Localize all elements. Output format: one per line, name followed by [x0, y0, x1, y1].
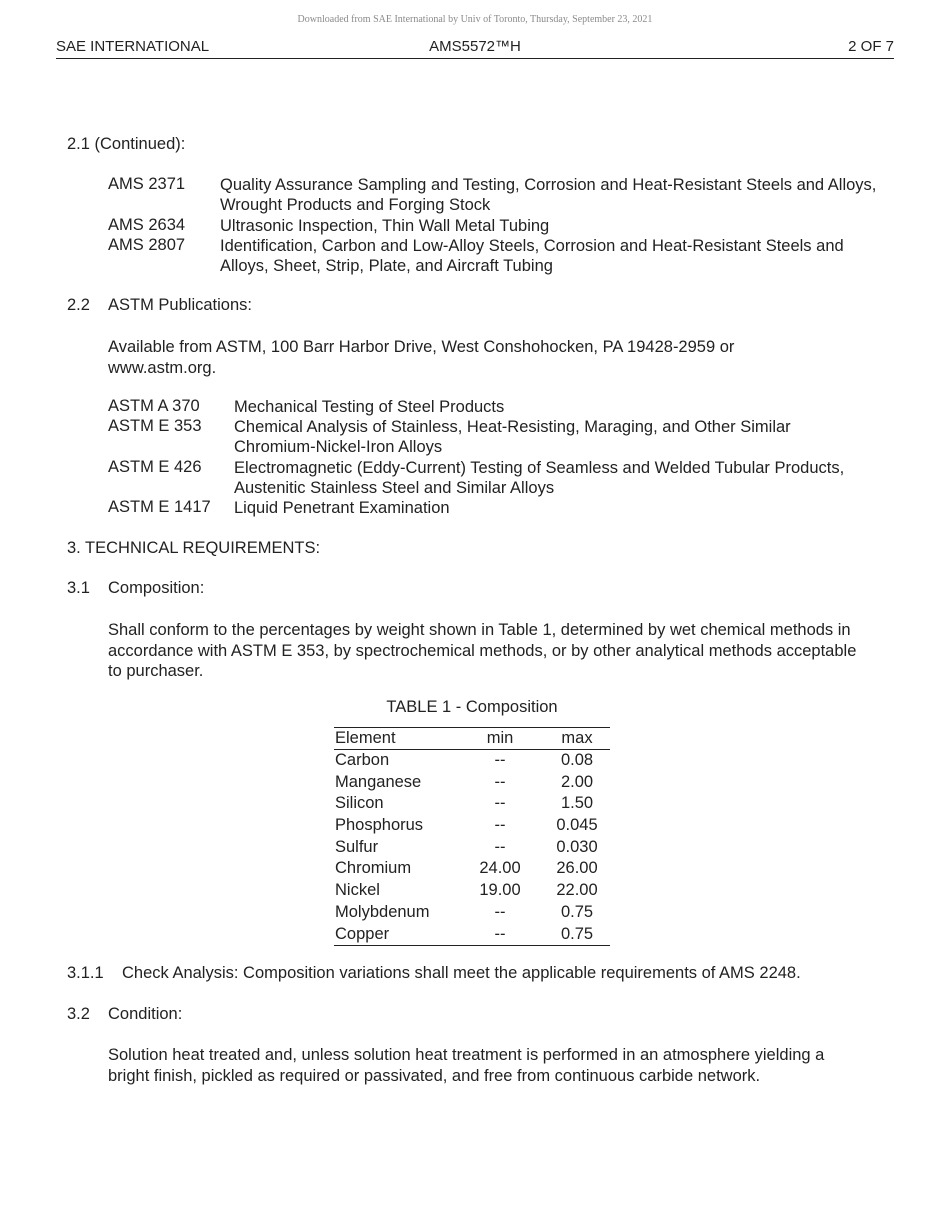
section-3-1-title: Composition:: [108, 579, 205, 597]
section-2-2-title: ASTM Publications:: [108, 296, 252, 314]
ref-code: AMS 2807: [108, 236, 186, 254]
section-3-2-title: Condition:: [108, 1005, 183, 1023]
table-row: [334, 880, 610, 902]
table-cell: Phosphorus: [335, 816, 424, 835]
condition-text: Solution heat treated and, unless solution heat treatment is performed in an atmosphere yielding a bright finish, pickled as required or passivated, and free from continuous carbide network.: [108, 1046, 825, 1085]
astm-availability: Available from ASTM, 100 Barr Harbor Drive, West Conshohocken, PA 19428-2959 or www.astm.org.: [108, 338, 735, 377]
table-row: [334, 902, 610, 924]
section-3-2-number: 3.2: [67, 1005, 90, 1023]
table-row: [334, 750, 610, 772]
table-cell: 1.50: [560, 794, 594, 813]
check-analysis-text: Check Analysis: Composition variations shall meet the applicable requirements of AMS 2248.: [122, 964, 801, 982]
table-cell: --: [494, 902, 506, 921]
ref-code: ASTM E 1417: [108, 498, 211, 516]
section-3-1-number: 3.1: [67, 579, 90, 597]
header-page-number: 2 OF 7: [848, 38, 894, 55]
table-cell: Molybdenum: [335, 902, 430, 921]
table-cell: --: [494, 794, 506, 813]
section-3-heading: 3. TECHNICAL REQUIREMENTS:: [67, 539, 321, 557]
ref-description: Quality Assurance Sampling and Testing, Corrosion and Heat-Resistant Steels and Alloys, Wrought Products and Forging Stock: [220, 176, 877, 214]
ref-description: Liquid Penetrant Examination: [234, 499, 450, 517]
table-cell: Chromium: [335, 859, 412, 878]
table-cell: Copper: [335, 924, 390, 943]
composition-table: [334, 727, 610, 946]
table-row: [334, 924, 610, 946]
table-cell: --: [494, 924, 506, 943]
table-cell: Nickel: [335, 881, 380, 900]
table-row: [334, 858, 610, 880]
ref-description: Identification, Carbon and Low-Alloy Steels, Corrosion and Heat-Resistant Steels and Alloys, Sheet, Strip, Plate, and Aircraft Tubing: [220, 237, 844, 275]
table-header-row: [334, 728, 610, 750]
ref-code: ASTM E 426: [108, 458, 202, 476]
table-cell: 22.00: [556, 881, 598, 900]
table-cell: --: [494, 772, 506, 791]
table-cell: 0.75: [560, 902, 594, 921]
section-3-1-1-number: 3.1.1: [67, 964, 104, 982]
header-org: SAE INTERNATIONAL: [56, 38, 210, 55]
table-header-cell: max: [561, 729, 593, 747]
composition-text: Shall conform to the percentages by weight shown in Table 1, determined by wet chemical methods in accordance with ASTM E 353, by spectrochemical methods, or by other analytical methods acceptable to purchaser.: [108, 621, 857, 680]
table-caption: TABLE 1 - Composition: [386, 698, 558, 716]
table-row: [334, 772, 610, 794]
table-cell: --: [494, 816, 506, 835]
table-cell: --: [494, 837, 506, 856]
header-doc-number: AMS5572™H: [429, 38, 521, 55]
table-header-cell: Element: [335, 729, 396, 747]
table-cell: 0.045: [556, 816, 598, 835]
table-cell: 19.00: [479, 881, 521, 900]
page-header: [56, 38, 894, 59]
ref-description: Chemical Analysis of Stainless, Heat-Resisting, Maraging, and Other Similar Chromium-Nickel-Iron Alloys: [234, 418, 791, 456]
ref-code: ASTM A 370: [108, 397, 200, 415]
section-2-2-number: 2.2: [67, 296, 90, 314]
table-cell: Manganese: [335, 772, 422, 791]
download-notice: Downloaded from SAE International by Univ of Toronto, Thursday, September 23, 2021: [297, 14, 653, 25]
table-cell: 0.08: [560, 751, 594, 769]
table-cell: 2.00: [560, 772, 594, 791]
section-2-1-heading: 2.1 (Continued):: [67, 135, 186, 153]
table-cell: 26.00: [556, 859, 598, 878]
table-cell: 24.00: [479, 859, 521, 878]
table-cell: 0.030: [556, 837, 598, 856]
table-cell: Carbon: [335, 751, 390, 769]
ref-description: Mechanical Testing of Steel Products: [234, 398, 505, 416]
ref-description: Electromagnetic (Eddy-Current) Testing of Seamless and Welded Tubular Products, Austenitic Stainless Steel and Similar Alloys: [234, 459, 845, 497]
ref-code: AMS 2634: [108, 216, 186, 234]
ref-code: ASTM E 353: [108, 417, 202, 435]
table-cell: Silicon: [335, 794, 384, 813]
ref-code: AMS 2371: [108, 175, 186, 193]
table-cell: Sulfur: [335, 837, 379, 856]
table-row: [334, 815, 610, 837]
table-cell: --: [494, 751, 506, 769]
table-row: [334, 793, 610, 815]
table-cell: 0.75: [560, 924, 594, 943]
table-row: [334, 837, 610, 859]
table-header-cell: min: [486, 729, 514, 747]
ref-description: Ultrasonic Inspection, Thin Wall Metal Tubing: [220, 217, 550, 235]
